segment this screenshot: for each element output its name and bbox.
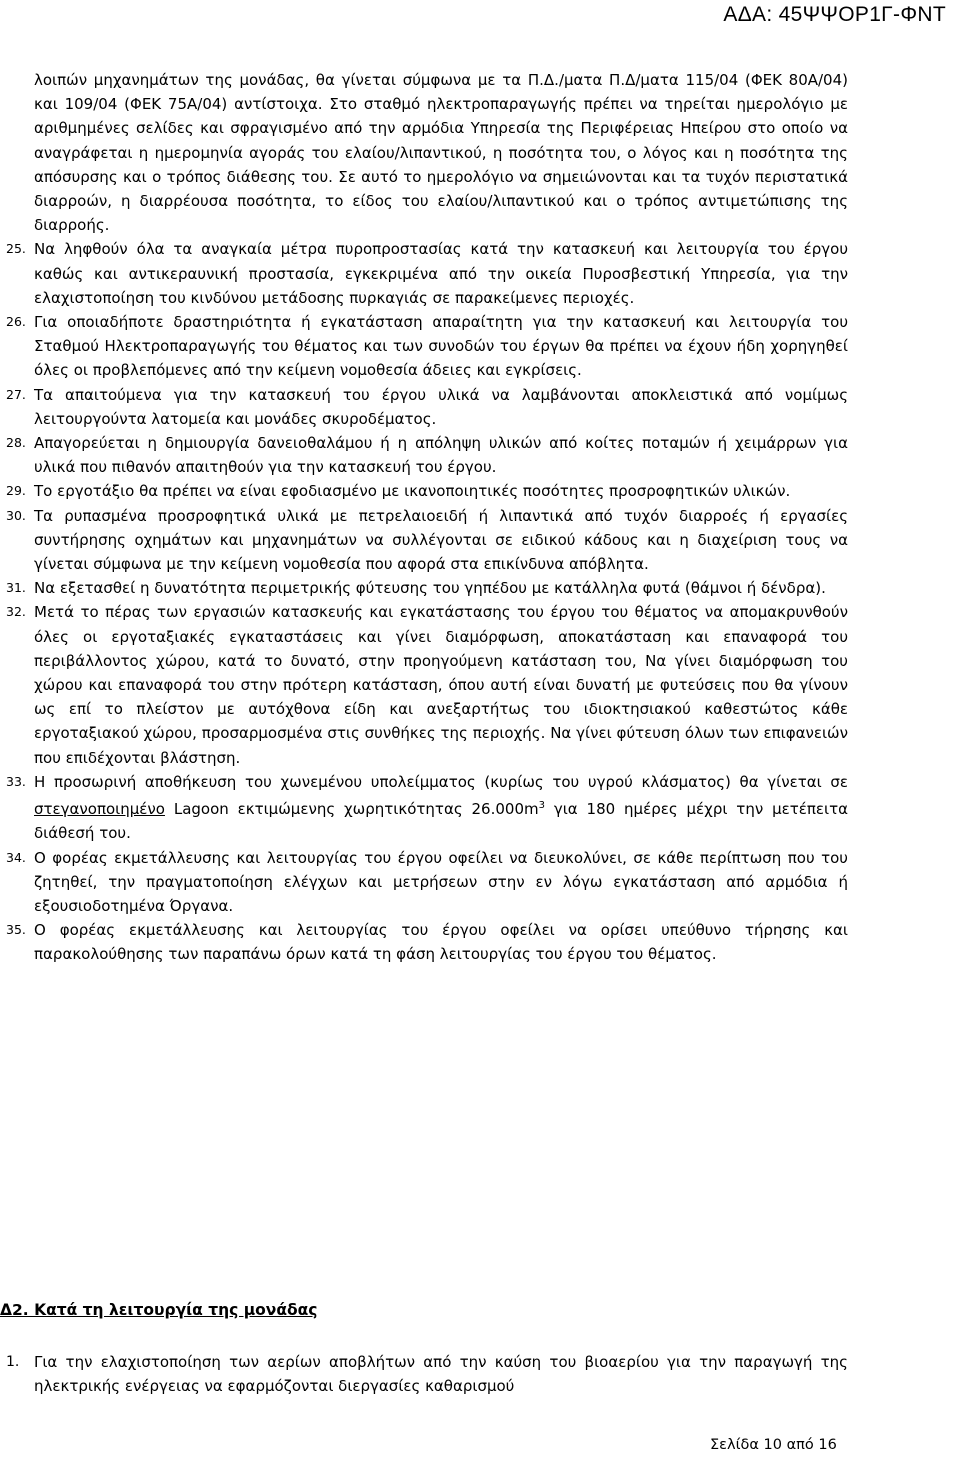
document-ada-code: ΑΔΑ: 45ΨΨΟΡ1Γ-ΦΝΤ — [723, 3, 946, 26]
item-text: Τα ρυπασμένα προσροφητικά υλικά με πετρελαιοειδή ή λιπαντικά από τυχόν διαρροές ή εργασίες συντήρησης οχημάτων και μηχανημάτων να συλλέγονται σε ειδικού κάδους και η διαχείριση τους να γίνεται σύμφωνα με την κείμενη νομοθεσία που αφορά στα επικίνδυνα απόβλητα. — [34, 506, 848, 574]
item-number: 32. — [6, 604, 26, 620]
list-item-27 — [6, 383, 848, 431]
page-number: Σελίδα 10 από 16 — [710, 1437, 837, 1453]
intro-paragraph: λοιπών μηχανημάτων της μονάδας, θα γίνεται σύμφωνα με τα Π.Δ./ματα Π.Δ/ματα 115/04 (ΦΕΚ 80Α/04) και 109/04 (ΦΕΚ 75Α/04) αντίστοιχα. Στο σταθμό ηλεκτροπαραγωγής πρέπει να τηρείται ημερολόγιο με αριθμημένες σελίδες και σφραγισμένο από την αρμόδια Υπηρεσία της Περιφέρειας Ηπείρου στο οποίο να αναγράφεται η ημερομηνία αγοράς του ελαίου/λιπαντικού, η ποσότητα του, ο λόγος και η ποσότητα της απόσυρσης και ο τρόπος διάθεσης του. Σε αυτό το ημερολόγιο να σημειώνονται και τα τυχόν περιστατικά διαρροών, η διαρρέουσα ποσότητα, το είδος του ελαίου/λιπαντικού και ο τρόπος αντιμετώπισης της διαρροής. — [34, 71, 848, 235]
item-text: Απαγορεύεται η δημιουργία δανειοθαλάμου ή η απόληψη υλικών από κοίτες ποταμών ή χειμάρρων για υλικά που πιθανόν απαιτηθούν για την κατασκευή του έργου. — [34, 434, 848, 477]
section-heading — [0, 1301, 317, 1319]
item-text: Για την ελαχιστοποίηση των αερίων αποβλήτων από την καύση του βιοαερίου για την παραγωγή της ηλεκτρικής ενέργειας να εφαρμόζονται διεργασίες καθαρισμού — [34, 1353, 848, 1396]
item-text: Μετά το πέρας των εργασιών κατασκευής και εγκατάστασης του έργου του θέματος να απομακρυνθούν όλες οι εργοταξιακές εγκαταστάσεις και γίνει διαμόρφωση, αποκατάσταση και επαναφορά του περιβάλλοντος χώρου, κατά το δυνατό, στην προηγούμενη κατάσταση του, Να γίνει διαμόρφωση του χώρου και επαναφορά του στην πρότερη κατάσταση, όπου αυτή είναι δυνατή με φυτεύσεις που θα γίνουν ως επί το πλείστον με αυτόχθονα είδη και ανεξαρτήτως του ιδιοκτησιακού καθεστώτος κάθε εργοταξιακού χώρου, προσαρμοσμένα στις συνθήκες της περιοχής. Να γίνει φύτευση όλων των επιφανειών που επιδέχονται βλάστηση. — [34, 603, 848, 767]
item-text: Τα απαιτούμενα για την κατασκευή του έργου υλικά να λαμβάνονται αποκλειστικά από νομίμως λειτουργούντα λατομεία και μονάδες σκυροδέματος. — [34, 385, 848, 428]
section-body — [6, 1350, 848, 1398]
item-number: 1. — [6, 1354, 20, 1370]
item-text: Ο φορέας εκμετάλλευσης και λειτουργίας του έργου οφείλει να ορίσει υπεύθυνο τήρησης και παρακολούθησης των παραπάνω όρων κατά τη φάση λειτουργίας του έργου του θέματος. — [34, 921, 848, 964]
list-item-31 — [6, 576, 848, 600]
superscript: 3 — [538, 800, 545, 812]
item-number: 26. — [6, 314, 26, 330]
section-heading-text: Δ2. Κατά τη λειτουργία της μονάδας — [0, 1301, 318, 1319]
list-item-28 — [6, 431, 848, 479]
list-item-29 — [6, 479, 848, 503]
item-text: Lagoon εκτιμώμενης χωρητικότητας 26.000m — [164, 800, 539, 819]
item-text: Η προσωρινή αποθήκευση του χωνεμένου υπολείμματος (κυρίως του υγρού κλάσματος) θα γίνεται σε — [34, 772, 848, 791]
item-text: Να ληφθούν όλα τα αναγκαία μέτρα πυροπροστασίας κατά την κατασκευή και λειτουργία του έργου καθώς και αντικεραυνική προστασία, εγκεκριμένα από την οικεία Πυροσβεστική Υπηρεσία, για την ελαχιστοποίηση του κινδύνου μετάδοσης πυρκαγιάς σε παρακείμενες περιοχές. — [34, 240, 848, 307]
underlined-term: στεγανοποιημένο — [34, 800, 165, 819]
list-item-33 — [6, 770, 848, 846]
list-item-32 — [6, 600, 848, 769]
item-number: 31. — [6, 580, 26, 596]
item-number: 27. — [6, 386, 26, 402]
item-text: για 180 ημέρες μέχρι την μετέπειτα διάθεσή του. — [34, 800, 848, 843]
list-item-34 — [6, 846, 848, 919]
item-number: 35. — [6, 922, 26, 938]
item-text: Για οποιαδήποτε δραστηριότητα ή εγκατάσταση απαραίτητη για την κατασκευή και λειτουργία του Σταθμού Ηλεκτροπαραγωγής του θέματος και των συνοδών του έργων θα πρέπει να έχουν ήδη χορηγηθεί όλες οι προβλεπόμενες από την κείμενη νομοθεσία άδειες και εγκρίσεις. — [34, 313, 848, 380]
item-number: 30. — [6, 507, 26, 523]
list-item-25 — [6, 237, 848, 310]
list-item-35 — [6, 918, 848, 966]
document-body — [6, 68, 848, 967]
item-text: Να εξετασθεί η δυνατότητα περιμετρικής φύτευσης του γηπέδου με κατάλληλα φυτά (θάμνοι ή δένδρα). — [34, 579, 826, 598]
item-number: 34. — [6, 849, 26, 865]
item-number: 29. — [6, 483, 26, 499]
item-number: 25. — [6, 241, 26, 257]
section-list-item-1 — [6, 1350, 848, 1398]
item-number: 28. — [6, 435, 26, 451]
item-number: 33. — [6, 773, 26, 789]
item-text: Το εργοτάξιο θα πρέπει να είναι εφοδιασμένο με ικανοποιητικές ποσότητες προσροφητικών υλικών. — [34, 482, 791, 501]
list-item-26 — [6, 310, 848, 383]
list-item-30 — [6, 504, 848, 577]
item-text: Ο φορέας εκμετάλλευσης και λειτουργίας του έργου οφείλει να διευκολύνει, σε κάθε περίπτωση που του ζητηθεί, την πραγματοποίηση ελέγχων και μετρήσεων στην εν λόγω εγκατάσταση από αρμόδια ή εξουσιοδοτημένα Όργανα. — [34, 848, 848, 915]
